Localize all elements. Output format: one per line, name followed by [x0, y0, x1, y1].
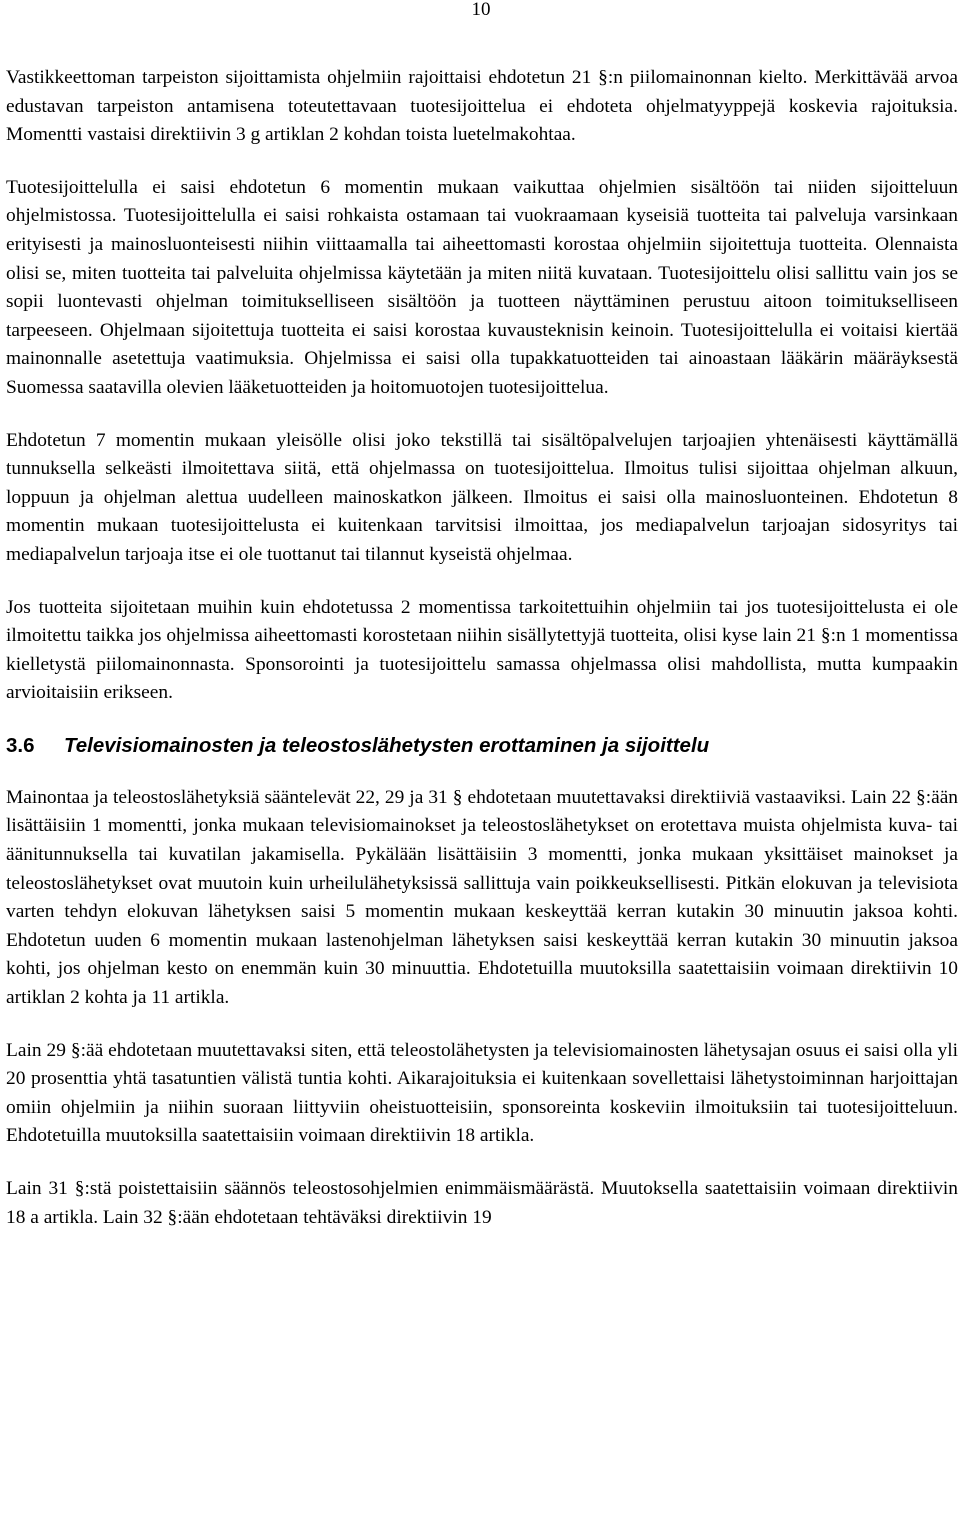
paragraph: Jos tuotteita sijoitetaan muihin kuin ehdotetussa 2 momentissa tarkoitettuihin ohjelmiin tai jos tuotesijoittelusta ei ole ilmoitettu taikka jos ohjelmissa aiheettomasti korostetaan niihin sisällytettyjä tuotteita, olisi kyse lain 21 §:n 1 momentissa kielletystä piilomainonnasta. Sponsorointi ja tuotesijoittelu samassa ohjelmassa olisi mahdollista, mutta kumpaakin arvioitaisiin erikseen. [6, 596, 958, 704]
page-number: 10 [471, 0, 491, 20]
section-title: Televisiomainosten ja teleostoslähetysten erottaminen ja sijoittelu [64, 733, 710, 757]
paragraph: Lain 29 §:ää ehdotetaan muutettavaksi siten, että teleostolähetysten ja televisiomainosten lähetysajan osuus ei saisi olla yli 20 prosenttia yhtä tasatuntien välistä tuntia kohti. Aikarajoituksia ei kuitenkaan sovellettaisi lähetystoiminnan harjoittajan omiin ohjelmiin ja niihin suoraan liittyviin oheistuotteisiin, sponsoreinta koskeviin ilmoituksiin tai tuotesijoitteluun. Ehdotetuilla muutoksilla saatettaisiin voimaan direktiivin 18 artikla. [6, 1039, 958, 1147]
section-heading [6, 732, 958, 760]
paragraph: Lain 31 §:stä poistettaisiin säännös teleostosohjelmien enimmäismäärästä. Muutoksella saatettaisiin voimaan direktiivin 18 a artikla. Lain 32 §:ään ehdotetaan tehtäväksi direktiivin 19 [6, 1178, 958, 1228]
paragraph: Vastikkeettoman tarpeiston sijoittamista ohjelmiin rajoittaisi ehdotetun 21 §:n piilomainonnan kielto. Merkittävää arvoa edustavan tarpeiston antamisena toteutettavaan tuotesijoittelua ei ehdoteta ohjelmatyyppejä koskevia rajoituksia. Momentti vastaisi direktiivin 3 g artiklan 2 kohdan toista luetelmakohtaa. [6, 67, 958, 146]
section-number: 3.6 [6, 733, 35, 757]
paragraph: Tuotesijoittelulla ei saisi ehdotetun 6 momentin mukaan vaikuttaa ohjelmien sisältöön tai niiden sijoitteluun ohjelmistossa. Tuotesijoittelulla ei saisi rohkaista ostamaan tai vuokraamaan kyseisiä tuotteita tai palveluja varsinkaan erityisesti ja mainosluonteisesti niihin viittaamalla tai aiheettomasti korostaa ohjelmiin sijoitettuja tuotteita. Olennaista olisi se, miten tuotteita tai palveluita ohjelmissa käytetään ja miten niitä kuvataan. Tuotesijoittelu olisi sallittu vain jos se sopii luontevasti ohjelman toimitukselliseen sisältöön ja tuotteen näyttäminen perustuu aitoon toimitukselliseen tarpeeseen. Ohjelmaan sijoitettuja tuotteita ei saisi korostaa kuvausteknisin keinoin. Tuotesijoittelulla ei voitaisi kiertää mainonnalle asetettuja vaatimuksia. Ohjelmissa ei saisi olla tupakkatuotteiden tai ainoastaan lääkärin määräyksestä Suomessa saatavilla olevien lääketuotteiden ja hoitomuotojen tuotesijoittelua. [6, 176, 958, 398]
paragraph: Mainontaa ja teleostoslähetyksiä sääntelevät 22, 29 ja 31 § ehdotetaan muutettavaksi direktiiviä vastaaviksi. Lain 22 §:ään lisättäisiin 1 momentti, jonka mukaan televisiomainokset ja teleostoslähetykset on erotettava muista ohjelmista kuva- tai äänitunnuksella tai kuvatilan jakamisella. Pykälään lisättäisiin 3 momentti, jonka mukaan yksittäiset mainokset ja teleostoslähetykset ovat muutoin kuin urheilulähetyksissä sallittuja vain poikkeuksellisesti. Pitkän elokuvan ja televisiota varten tehdyn elokuvan lähetyksen saisi 5 momentin mukaan keskeyttää kerran kutakin 30 minuutin jaksoa kohti. Ehdotetun uuden 6 momentin mukaan lastenohjelman lähetyksen saisi keskeyttää kerran kutakin 30 minuutin jaksoa kohti, jos ohjelman kesto on enemmän kuin 30 minuuttia. Ehdotetuilla muutoksilla saatettaisiin voimaan direktiivin 10 artiklan 2 kohta ja 11 artikla. [6, 786, 958, 1009]
paragraph: Ehdotetun 7 momentin mukaan yleisölle olisi joko tekstillä tai sisältöpalvelujen tarjoajien yhtenäisesti käyttämällä tunnuksella selkeästi ilmoitettava siitä, että ohjelmassa on tuotesijoittelua. Ilmoitus tulisi sijoittaa ohjelman alkuun, loppuun ja ohjelman alettua uudelleen mainoskatkon jälkeen. Ilmoitus ei saisi olla mainosluonteinen. Ehdotetun 8 momentin mukaan tuotesijoittelusta ei kuitenkaan tarvitsisi ilmoittaa, jos mediapalvelun tarjoajan sidosyritys tai mediapalvelun tarjoaja itse ei ole tuottanut tai tilannut kyseistä ohjelmaa. [6, 429, 958, 565]
document-body [6, 64, 958, 1256]
